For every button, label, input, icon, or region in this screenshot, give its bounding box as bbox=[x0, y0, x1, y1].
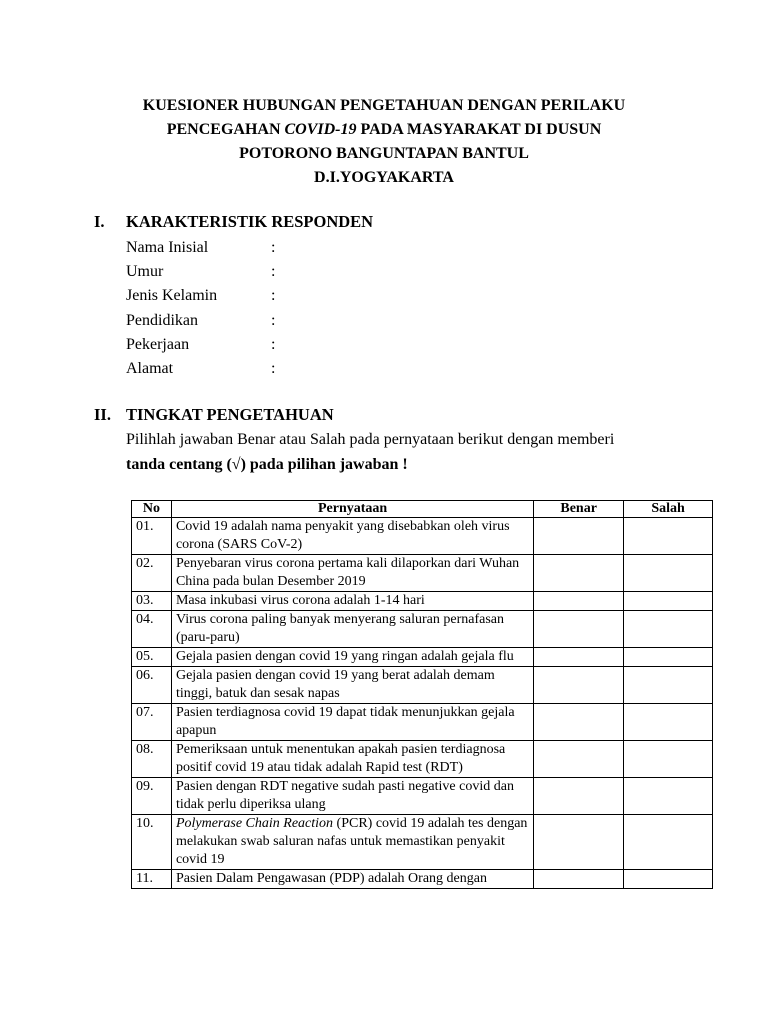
answer-true-cell[interactable] bbox=[534, 741, 624, 778]
instruction-line-2: tanda centang (√) pada pilihan jawaban ! bbox=[126, 456, 408, 473]
field-label: Nama Inisial bbox=[126, 239, 209, 256]
row-number: 11. bbox=[132, 870, 172, 889]
field-colon: : bbox=[271, 311, 276, 329]
section-1-number: I. bbox=[94, 212, 105, 231]
row-number: 05. bbox=[132, 648, 172, 667]
row-statement: Penyebaran virus corona pertama kali dilaporkan dari Wuhan China pada bulan Desember 2019 bbox=[171, 555, 533, 592]
instruction-line-1: Pilihlah jawaban Benar atau Salah pada pernyataan berikut dengan memberi bbox=[126, 431, 615, 448]
field-umur bbox=[126, 260, 276, 284]
row-number: 02. bbox=[132, 555, 172, 592]
section-1-title: KARAKTERISTIK RESPONDEN bbox=[126, 212, 374, 231]
header-false: Salah bbox=[624, 501, 713, 518]
field-colon: : bbox=[271, 287, 276, 305]
title-line-3: POTORONO BANGUNTAPAN BANTUL bbox=[239, 145, 529, 162]
field-pekerjaan bbox=[126, 333, 276, 357]
answer-true-cell[interactable] bbox=[534, 870, 624, 889]
answer-false-cell[interactable] bbox=[624, 870, 713, 889]
answer-true-cell[interactable] bbox=[534, 611, 624, 648]
row-statement: Virus corona paling banyak menyerang saluran pernafasan (paru-paru) bbox=[171, 611, 533, 648]
table-row bbox=[132, 704, 713, 741]
row-statement-rest: (PCR) covid 19 adalah tes dengan melakukan swab saluran nafas untuk memastikan penyakit covid 19 bbox=[175, 816, 528, 867]
title-line-2-post: PADA MASYARAKAT DI DUSUN bbox=[356, 121, 602, 138]
row-number: 01. bbox=[132, 518, 172, 555]
answer-true-cell[interactable] bbox=[534, 704, 624, 741]
answer-true-cell[interactable] bbox=[534, 555, 624, 592]
answer-false-cell[interactable] bbox=[624, 704, 713, 741]
row-statement: Pasien dengan RDT negative sudah pasti negative covid dan tidak perlu diperiksa ulang bbox=[171, 778, 533, 815]
answer-false-cell[interactable] bbox=[624, 667, 713, 704]
section-2-number: II. bbox=[94, 405, 111, 424]
document-title bbox=[0, 94, 768, 190]
field-colon: : bbox=[271, 239, 276, 256]
row-number: 09. bbox=[132, 778, 172, 815]
answer-true-cell[interactable] bbox=[534, 778, 624, 815]
table-row bbox=[132, 518, 713, 555]
table-row bbox=[132, 815, 713, 870]
field-label: Pekerjaan bbox=[126, 335, 190, 353]
answer-false-cell[interactable] bbox=[624, 555, 713, 592]
field-jenis-kelamin bbox=[126, 284, 276, 308]
section-2-heading bbox=[0, 403, 768, 427]
answer-false-cell[interactable] bbox=[624, 518, 713, 555]
respondent-fields bbox=[126, 236, 276, 381]
table-row bbox=[132, 778, 713, 815]
field-label: Jenis Kelamin bbox=[126, 287, 218, 305]
answer-false-cell[interactable] bbox=[624, 648, 713, 667]
table-header-row bbox=[132, 501, 713, 518]
field-label: Alamat bbox=[126, 359, 174, 377]
answer-true-cell[interactable] bbox=[534, 648, 624, 667]
row-statement-italic: Polymerase Chain Reaction bbox=[175, 816, 334, 831]
header-true: Benar bbox=[534, 501, 624, 518]
title-line-1: KUESIONER HUBUNGAN PENGETAHUAN DENGAN PERILAKU bbox=[142, 97, 626, 114]
row-statement: Gejala pasien dengan covid 19 yang berat adalah demam tinggi, batuk dan sesak napas bbox=[171, 667, 533, 704]
field-colon: : bbox=[271, 359, 276, 377]
field-colon: : bbox=[271, 263, 276, 281]
row-statement: Pemeriksaan untuk menentukan apakah pasien terdiagnosa positif covid 19 atau tidak adalah Rapid test (RDT) bbox=[171, 741, 533, 778]
answer-false-cell[interactable] bbox=[624, 592, 713, 611]
row-statement: Pasien terdiagnosa covid 19 dapat tidak menunjukkan gejala apapun bbox=[171, 704, 533, 741]
row-number: 04. bbox=[132, 611, 172, 648]
field-pendidikan bbox=[126, 309, 276, 333]
answer-true-cell[interactable] bbox=[534, 815, 624, 870]
row-number: 06. bbox=[132, 667, 172, 704]
section-1-heading bbox=[0, 210, 768, 234]
row-statement: Masa inkubasi virus corona adalah 1-14 hari bbox=[171, 592, 533, 611]
table-row bbox=[132, 870, 713, 889]
row-statement: Pasien Dalam Pengawasan (PDP) adalah Orang dengan bbox=[171, 870, 533, 889]
row-number: 10. bbox=[132, 815, 172, 870]
field-alamat bbox=[126, 357, 276, 381]
answer-false-cell[interactable] bbox=[624, 778, 713, 815]
title-line-2 bbox=[0, 118, 768, 142]
answer-false-cell[interactable] bbox=[624, 741, 713, 778]
answer-true-cell[interactable] bbox=[534, 667, 624, 704]
header-no: No bbox=[132, 501, 172, 518]
row-statement bbox=[171, 815, 533, 870]
knowledge-table bbox=[131, 500, 713, 889]
row-number: 03. bbox=[132, 592, 172, 611]
title-covid-italic: COVID-19 bbox=[284, 121, 357, 138]
instruction bbox=[126, 427, 726, 477]
title-line-2-pre: PENCEGAHAN bbox=[166, 121, 285, 138]
row-number: 08. bbox=[132, 741, 172, 778]
header-statement: Pernyataan bbox=[171, 501, 533, 518]
table-row bbox=[132, 667, 713, 704]
section-2-title: TINGKAT PENGETAHUAN bbox=[126, 405, 334, 424]
row-statement: Gejala pasien dengan covid 19 yang ringan adalah gejala flu bbox=[171, 648, 533, 667]
table-row bbox=[132, 555, 713, 592]
field-label: Pendidikan bbox=[126, 311, 198, 329]
answer-false-cell[interactable] bbox=[624, 815, 713, 870]
table-row bbox=[132, 611, 713, 648]
answer-true-cell[interactable] bbox=[534, 592, 624, 611]
field-colon: : bbox=[271, 335, 276, 353]
table-row bbox=[132, 741, 713, 778]
row-number: 07. bbox=[132, 704, 172, 741]
field-label: Umur bbox=[126, 263, 164, 281]
field-nama-inisial bbox=[126, 236, 276, 260]
answer-false-cell[interactable] bbox=[624, 611, 713, 648]
title-line-4: D.I.YOGYAKARTA bbox=[314, 169, 454, 186]
table-row bbox=[132, 592, 713, 611]
row-statement: Covid 19 adalah nama penyakit yang disebabkan oleh virus corona (SARS CoV-2) bbox=[171, 518, 533, 555]
answer-true-cell[interactable] bbox=[534, 518, 624, 555]
table-row bbox=[132, 648, 713, 667]
